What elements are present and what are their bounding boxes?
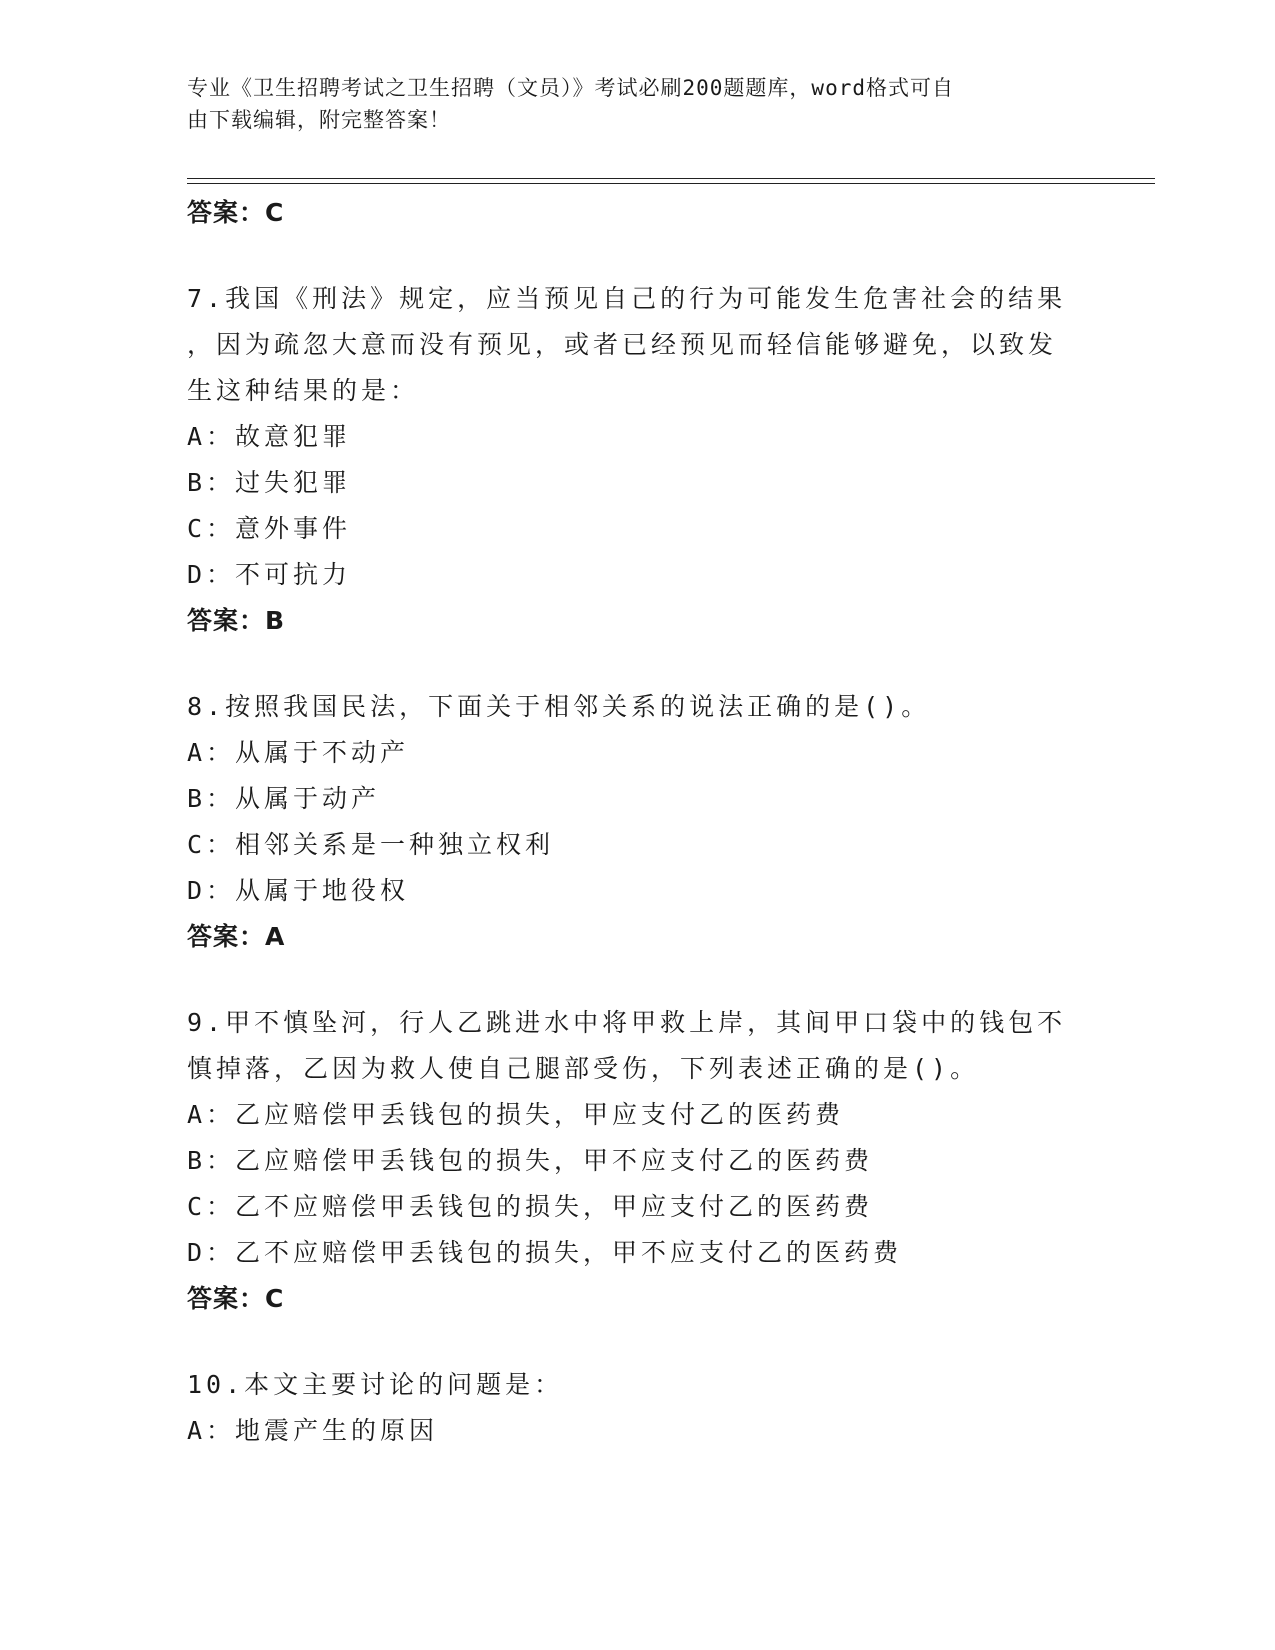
option-a: A：故意犯罪 — [187, 422, 352, 451]
option-d: D：不可抗力 — [187, 560, 352, 589]
header-line: 专业《卫生招聘考试之卫生招聘（文员）》考试必刷200题题库，word格式可自 — [187, 76, 954, 100]
header-line: 由下载编辑，附完整答案！ — [187, 108, 451, 132]
question-text: ，因为疏忽大意而没有预见，或者已经预见而轻信能够避免，以致发 — [187, 330, 1058, 359]
option-d: D：从属于地役权 — [187, 876, 410, 905]
option-b: B：乙应赔偿甲丢钱包的损失，甲不应支付乙的医药费 — [187, 1146, 874, 1175]
question-text: 生这种结果的是： — [187, 376, 420, 405]
answer-block — [187, 190, 1087, 236]
answer-label: 答案：C — [187, 198, 285, 227]
header-divider — [187, 183, 1155, 184]
question-list — [187, 190, 1087, 1454]
option-b: B：过失犯罪 — [187, 468, 352, 497]
answer-label: 答案：C — [187, 1284, 285, 1313]
answer-label: 答案：A — [187, 922, 286, 951]
option-d: D：乙不应赔偿甲丢钱包的损失，甲不应支付乙的医药费 — [187, 1238, 903, 1267]
option-c: C：乙不应赔偿甲丢钱包的损失，甲应支付乙的医药费 — [187, 1192, 874, 1221]
question-8 — [187, 684, 1087, 960]
question-text: 7.我国《刑法》规定，应当预见自己的行为可能发生危害社会的结果 — [187, 284, 1067, 313]
question-text: 慎掉落，乙因为救人使自己腿部受伤，下列表述正确的是()。 — [187, 1054, 980, 1083]
question-text: 10.本文主要讨论的问题是： — [187, 1370, 564, 1399]
document-header — [187, 72, 1067, 136]
option-c: C：相邻关系是一种独立权利 — [187, 830, 555, 859]
question-9 — [187, 1000, 1087, 1322]
option-a: A：乙应赔偿甲丢钱包的损失，甲应支付乙的医药费 — [187, 1100, 845, 1129]
question-10 — [187, 1362, 1087, 1454]
header-divider — [187, 178, 1155, 179]
option-a: A：地震产生的原因 — [187, 1416, 439, 1445]
option-c: C：意外事件 — [187, 514, 352, 543]
question-text: 9.甲不慎坠河，行人乙跳进水中将甲救上岸，其间甲口袋中的钱包不 — [187, 1008, 1067, 1037]
answer-label: 答案：B — [187, 606, 286, 635]
question-7 — [187, 276, 1087, 644]
option-b: B：从属于动产 — [187, 784, 381, 813]
question-text: 8.按照我国民法，下面关于相邻关系的说法正确的是()。 — [187, 692, 931, 721]
option-a: A：从属于不动产 — [187, 738, 410, 767]
